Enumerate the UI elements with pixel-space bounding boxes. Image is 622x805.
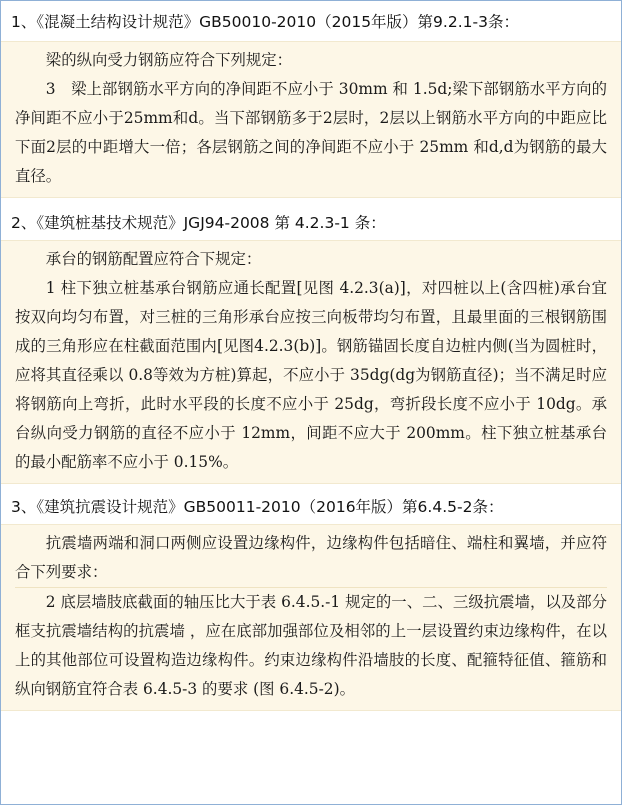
section-2-clause: 1 柱下独立桩基承台钢筋应通长配置[见图 4.2.3(a)]，对四桩以上(含四桩)承台宜按双向均匀布置，对三桩的三角形承台应按三向板带均匀布置，且最里面的三根钢筋围成的三角形应在柱截面范围内[见图4.2.3(b)]。钢筋锚固长度自边桩内侧(当为圆桩时，应将其直径乘以 0.8等效为方桩)算起，不应小于 35dg(dg为钢筋直径)；当不满足时应将钢筋向上弯折，此时水平段的长度不应小于 25dg，弯折段长度不应小于 10dg。承台纵向受力钢筋的直径不应小于 12mm，间距不应大于 200mm。柱下独立桩基承台的最小配筋率不应小于 0.15%。: [15, 279, 607, 471]
section-1-heading: 1、《混凝土结构设计规范》GB50010-2010（2015年版）第9.2.1-3条：: [11, 13, 519, 31]
section-2-body: [1, 240, 621, 484]
section-3-clause: 2 底层墙肢底截面的轴压比大于表 6.4.5.-1 规定的一、二、三级抗震墙，以及部分框支抗震墙结构的抗震墙 ，应在底部加强部位及相邻的上一层设置约束边缘构件，在以上的其他部位可设置构造边缘构件。约束边缘构件沿墙肢的长度、配箍特征值、箍筋和纵向钢筋宜符合表 6.4.5-3 的要求 (图 6.4.5-2)。: [15, 587, 607, 704]
section-1-clause: 3 梁上部钢筋水平方向的净间距不应小于 30mm 和 1.5d;梁下部钢筋水平方向的净间距不应小于25mm和d。当下部钢筋多于2层时，2层以上钢筋水平方向的中距应比下面2层的中距增大一倍；各层钢筋之间的净间距不应小于 25mm 和d,d为钢筋的最大直径。: [15, 80, 607, 185]
section-3-heading: 3、《建筑抗震设计规范》GB50011-2010（2016年版）第6.4.5-2条：: [11, 498, 504, 516]
section-3-body: [1, 524, 621, 711]
section-3-intro: 抗震墙两端和洞口两侧应设置边缘构件，边缘构件包括暗住、端柱和翼墙，并应符合下列要求：: [15, 534, 607, 581]
section-1-intro: 梁的纵向受力钢筋应符合下列规定：: [45, 51, 293, 69]
section-2-intro: 承台的钢筋配置应符合下规定：: [45, 250, 262, 268]
section-1-body: [1, 41, 621, 198]
section-2-heading: 2、《建筑桩基技术规范》JGJ94-2008 第 4.2.3-1 条：: [11, 214, 386, 232]
